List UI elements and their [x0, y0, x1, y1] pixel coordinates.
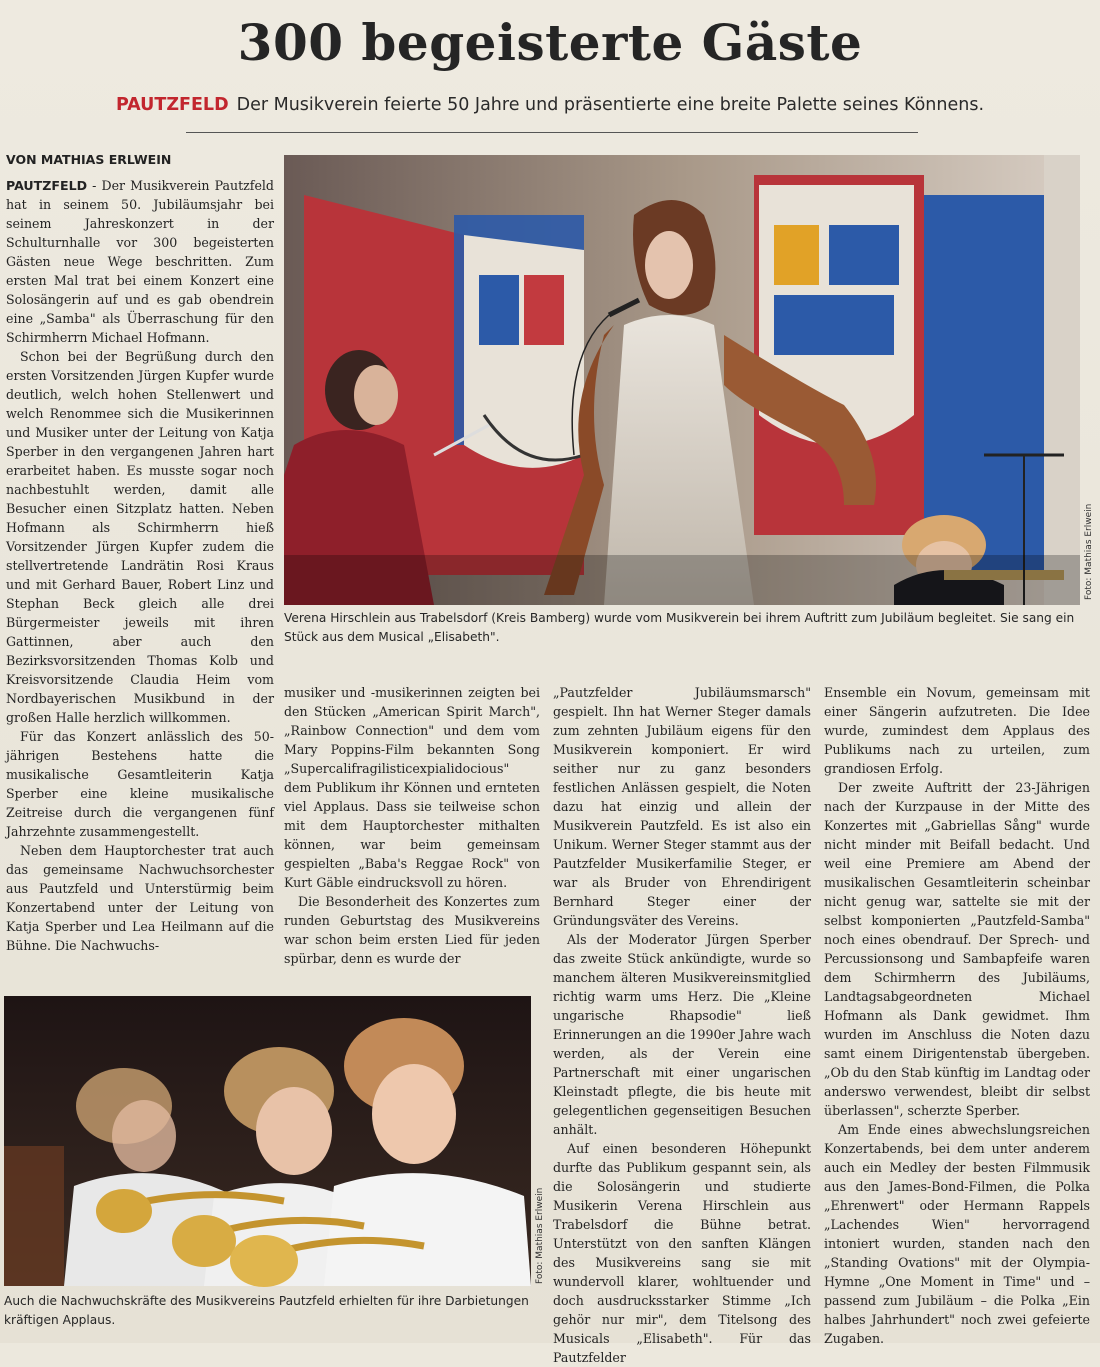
paragraph: Für das Konzert anlässlich des 50-jährigen Bestehens hatte die musikalische Gesamtleiterin Katja Sperber eine kleine musikalische Zeitreise durch die vergangenen fünf Jahrzehnte zusammengestellt.: [6, 729, 274, 839]
paragraph: Als der Moderator Jürgen Sperber das zweite Stück ankündigte, wurde so manchem älteren Musikvereinsmitglied richtig warm ums Herz. Die „Kleine ungarische Rhapsodie" ließ Erinnerungen an die 1990er Jahre wach werden, als der Verein eine Partnerschaft mit einer ungarischen Kleinstadt pflegte, die bis heute mit gelegentlichen gegenseitigen Besuchen anhält.: [553, 932, 811, 1137]
paragraph: „Pautzfelder Jubiläumsmarsch" gespielt. Ihn hat Werner Steger damals zum zehnten Jubiläum eigens für den Musikverein komponiert. Er wird seither nur zu ganz besonders festlichen Anlässen gespielt, die Noten dazu hat einzig und allein der Musikverein Pautzfeld. Es ist also ein Unikum. Werner Steger stammt aus der Pautzfelder Musikerfamilie Steger, er war als Bruder von Ehrendirigent Bernhard Steger einer der Gründungsväter des Vereins.: [553, 685, 811, 928]
youth-trumpets-illustration: [4, 996, 531, 1286]
second-photo-credit: Foto: Mathias Erlwein: [535, 1187, 545, 1284]
subhead-text: Der Musikverein feierte 50 Jahre und präsentierte eine breite Palette seines Könnens.: [236, 95, 985, 115]
paragraph: [6, 176, 274, 347]
subhead-place: PAUTZFELD: [115, 95, 229, 115]
main-photo: [284, 155, 1080, 605]
column-4: [824, 683, 1090, 1346]
headline: 300 begeisterte Gäste: [237, 13, 863, 72]
subheadline: [0, 92, 1100, 118]
photo-credit: Foto: Mathias Erlwein: [1084, 503, 1094, 600]
singer-photo-illustration: [284, 155, 1080, 605]
paragraph: Die Besonderheit des Konzertes zum runden Geburtstag des Musikvereins war schon beim ersten Lied für jeden spürbar, denn es wurde der: [284, 894, 540, 966]
dateline: PAUTZFELD: [6, 178, 88, 193]
column-2: [284, 683, 540, 968]
paragraph: Ensemble ein Novum, gemeinsam mit einer Sängerin aufzutreten. Die Idee wurde, zumindest dem Applaus des Publikums nach zu urteilen, zum grandiosen Erfolg.: [824, 685, 1090, 776]
second-photo: [4, 996, 531, 1286]
paragraph: Am Ende eines abwechslungsreichen Konzertabends, bei dem unter anderem auch ein Medley der besten Filmmusik aus den James-Bond-Filmen, die Polka „Ehrenwert" oder Hermann Rappels „Lachendes Wien" hervorragend intoniert wurden, standen nach den „Standing Ovations" mit der Olympia-Hymne „One Moment in Time" und – passend zum Jubiläum – die Polka „Ein halbes Jahrhundert" noch zwei gefeierte Zugaben.: [824, 1122, 1090, 1346]
column-3: [553, 683, 811, 1365]
main-photo-caption: Verena Hirschlein aus Trabelsdorf (Kreis Bamberg) wurde vom Musikverein bei ihrem Auftritt zum Jubiläum begleitet. Sie sang ein Stück aus dem Musical „Elisabeth".: [284, 611, 1075, 644]
byline: VON MATHIAS ERLWEIN: [6, 152, 172, 167]
paragraph: Schon bei der Begrüßung durch den ersten Vorsitzenden Jürgen Kupfer wurde deutlich, welch hohen Stellenwert und welch Renommee sich die Musikerinnen und Musiker unter der Leitung von Katja Sperber in den vergangenen Jahren hart erarbeitet haben. Es musste sogar noch nachbestuhlt werden, damit alle Besucher einen Sitzplatz hatten. Neben Hofmann als Schirmherrn hieß Vorsitzender Jürgen Kupfer zudem die stellvertretende Landrätin Rosi Kraus und mit Gerhard Bauer, Robert Linz und Stephan Beck gleich alle drei Bürgermeister jeweils mit ihren Gattinnen, aber auch den Bezirksvorsitzenden Thomas Kolb und Kreisvorsitzende Claudia Heim vom Nordbayerischen Musikbund in der großen Halle herzlich willkommen.: [6, 349, 274, 725]
paragraph: musiker und -musikerinnen zeigten bei den Stücken „American Spirit March", „Rainbow Connection" und dem vom Mary Poppins-Film bekannten Song „Supercalifragilisticexpialidocious" dem Publikum ihr Können und ernteten viel Applaus. Dass sie teilweise schon mit dem Hauptorchester mithalten können, war beim gemeinsam gespielten „Baba's Reggae Rock" von Kurt Gäble eindrucksvoll zu hören.: [284, 685, 540, 890]
second-photo-caption: Auch die Nachwuchskräfte des Musikvereins Pautzfeld erhielten für ihre Darbietungen kräftigen Applaus.: [4, 1294, 529, 1327]
headline-rule: [186, 132, 918, 133]
paragraph-text: - Der Musikverein Pautzfeld hat in seinem 50. Jubiläumsjahr bei seinem Jahreskonzert in der Schulturnhalle vor 300 begeisterten Gästen neue Wege beschritten. Zum ersten Mal trat bei einem Konzert eine Solosängerin auf und es gab obendrein eine „Samba" als Überraschung für den Schirmherrn Michael Hofmann.: [6, 178, 274, 345]
paragraph: Neben dem Hauptorchester trat auch das gemeinsame Nachwuchsorchester aus Pautzfeld und Unterstürmig beim Konzertabend unter der Leitung von Katja Sperber und Lea Heilmann auf die Bühne. Die Nachwuchs-: [6, 843, 274, 953]
column-1: [6, 176, 274, 966]
paragraph: Der zweite Auftritt der 23-Jährigen nach der Kurzpause in der Mitte des Konzertes mit „Gabriellas Sång" wurde nicht minder mit Beifall bedacht. Und weil eine Premiere am Abend der musikalischen Gesamtleiterin scheinbar nicht genug war, sattelte sie mit der selbst komponierten „Pautzfeld-Samba" noch eines obendrauf. Der Sprech- und Percussionsong und Sambapfeife waren dem Schirmherrn des Jubiläums, Landtagsabgeordneten Michael Hofmann als Dank gewidmet. Ihm wurden im Anschluss die Noten dazu samt einem Dirigentenstab übergeben. „Ob du den Stab künftig im Landtag oder anderswo verwendest, bleibt dir selbst überlassen", scherzte Sperber.: [824, 780, 1090, 1118]
paragraph: Auf einen besonderen Höhepunkt durfte das Publikum gespannt sein, als die Solosängerin und studierte Musikerin Verena Hirschlein aus Trabelsdorf die Bühne betrat. Unterstützt von den sanften Klängen des Musikvereins sang sie mit wundervoll klarer, wohltuender und doch ausdrucksstarker Stimme „Ich gehör nur mir", dem Titelsong des Musicals „Elisabeth". Für das Pautzfelder: [553, 1141, 811, 1365]
